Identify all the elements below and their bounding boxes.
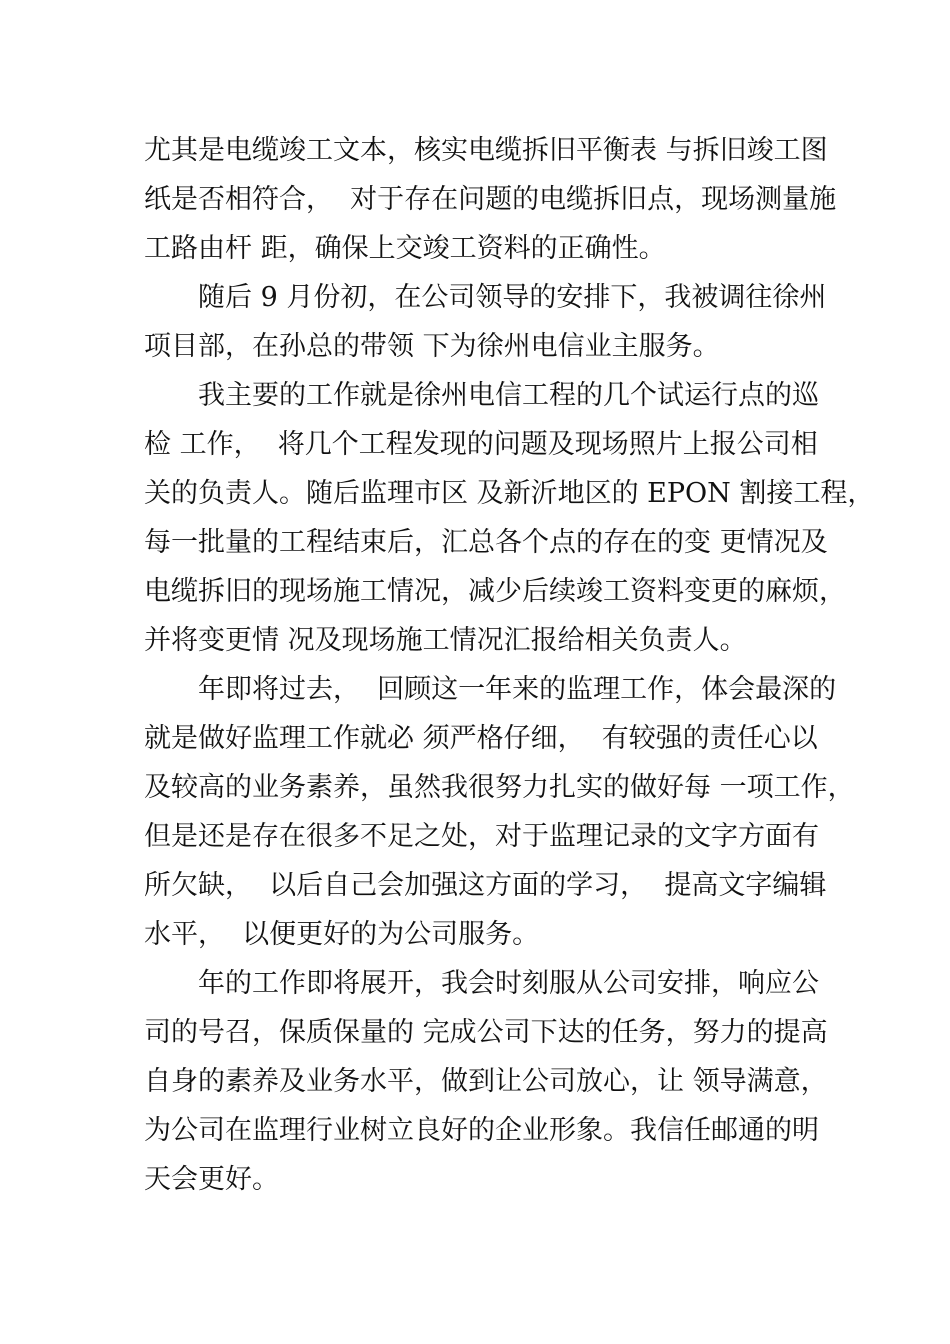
text-line: 为公司在监理行业树立良好的企业形象。我信任邮通的明 (144, 1115, 819, 1146)
paragraph-start-line: 年的工作即将展开，我会时刻服从公司安排，响应公 (198, 968, 819, 999)
text-line: 检 工作， 将几个工程发现的问题及现场照片上报公司相 (144, 429, 818, 460)
text-line: 项目部，在孙总的带领 下为徐州电信业主服务。 (144, 331, 720, 362)
paragraph-start-line: 随后 9 月份初，在公司领导的安排下，我被调往徐州 (198, 282, 827, 313)
text-line: 并将变更情 况及现场施工情况汇报给相关负责人。 (144, 625, 747, 656)
text-line: 天会更好。 (144, 1164, 279, 1195)
text-line: 水平， 以便更好的为公司服务。 (144, 919, 540, 950)
text-line: 纸是否相符合， 对于存在问题的电缆拆旧点，现场测量施 (144, 184, 837, 215)
text-line: 所欠缺， 以后自己会加强这方面的学习， 提高文字编辑 (144, 870, 827, 901)
text-line: 自身的素养及业务水平，做到让公司放心，让 领导满意， (144, 1066, 828, 1097)
text-line: 但是还是存在很多不足之处，对于监理记录的文字方面有 (144, 821, 819, 852)
text-line: 电缆拆旧的现场施工情况，减少后续竣工资料变更的麻烦， (144, 576, 846, 607)
text-line: 尤其是电缆竣工文本，核实电缆拆旧平衡表 与拆旧竣工图 (144, 135, 828, 166)
document-body (144, 126, 875, 1204)
text-line: 及较高的业务素养，虽然我很努力扎实的做好每 一项工作， (144, 772, 855, 803)
text-line: 司的号召，保质保量的 完成公司下达的任务，努力的提高 (144, 1017, 828, 1048)
text-line: 每一批量的工程结束后，汇总各个点的存在的变 更情况及 (144, 527, 828, 558)
text-line: 工路由杆 距，确保上交竣工资料的正确性。 (144, 233, 666, 264)
paragraph-start-line: 我主要的工作就是徐州电信工程的几个试运行点的巡 (198, 380, 819, 411)
paragraph-start-line: 年即将过去， 回顾这一年来的监理工作，体会最深的 (198, 674, 837, 705)
text-line: 就是做好监理工作就必 须严格仔细， 有较强的责任心以 (144, 723, 818, 754)
text-line: 关的负责人。随后监理市区 及新沂地区的 EPON 割接工程， (144, 478, 875, 509)
